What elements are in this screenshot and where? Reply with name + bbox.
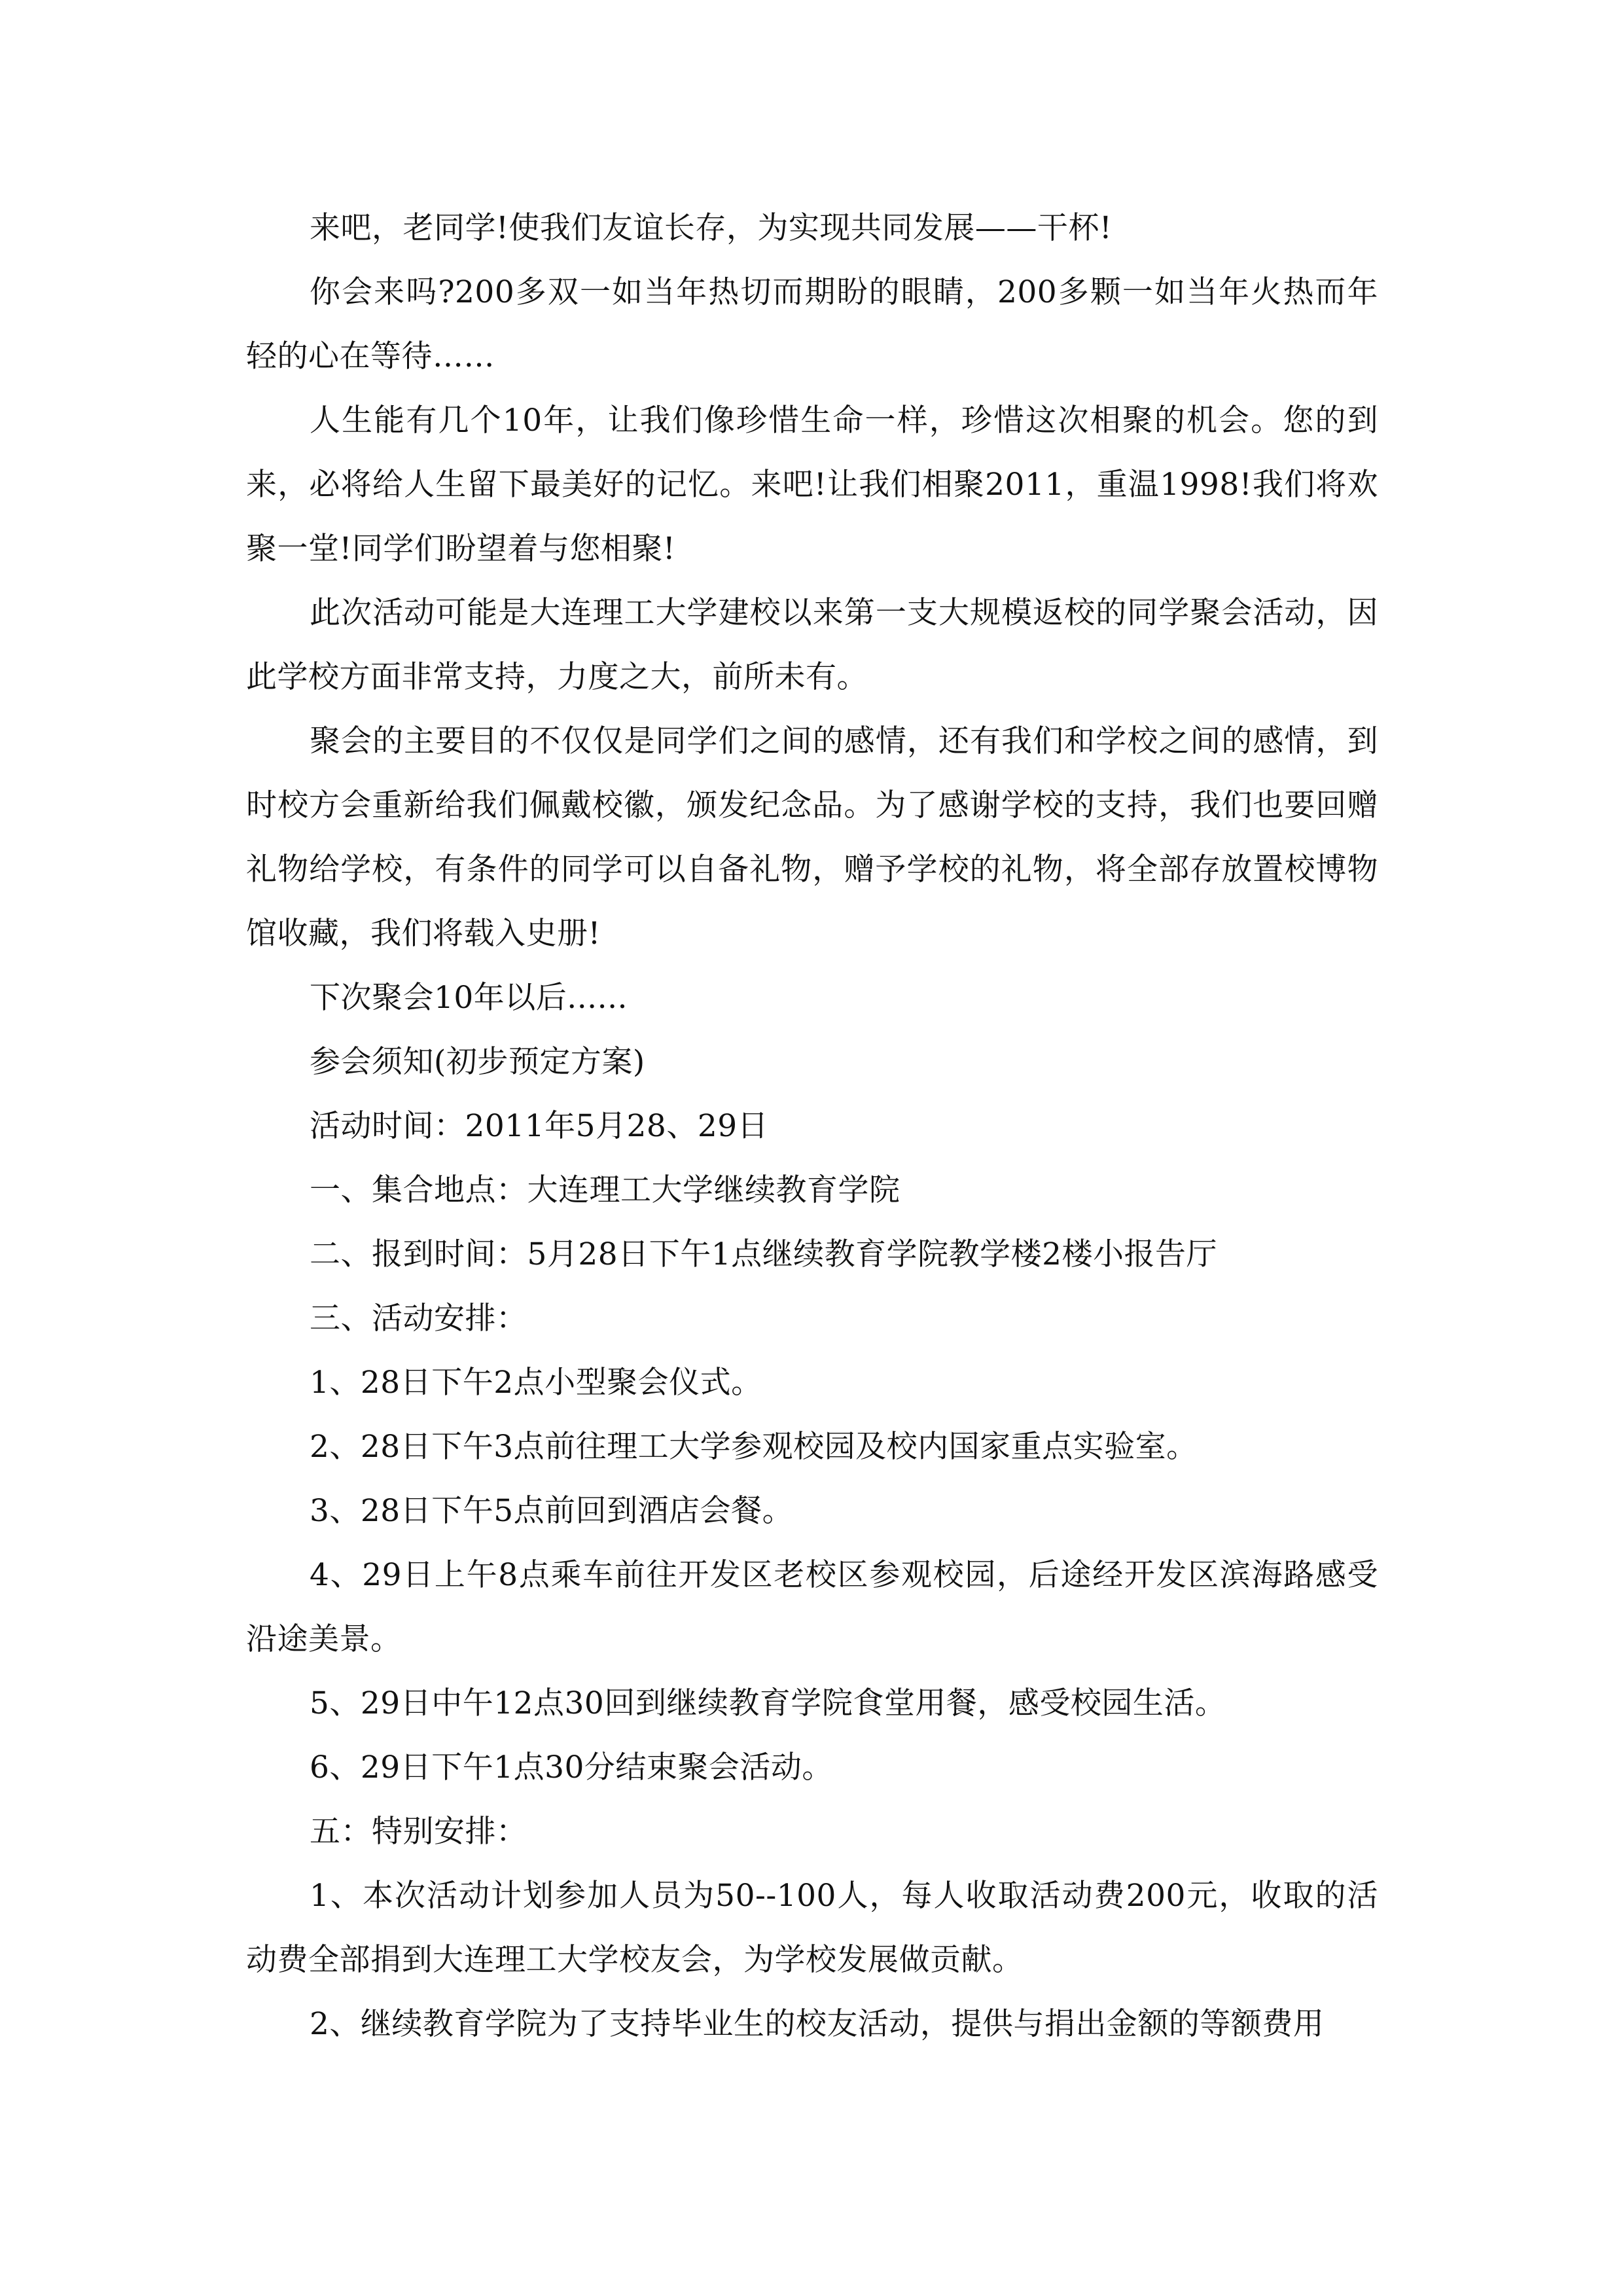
special-item-1: 1、本次活动计划参加人员为50--100人，每人收取活动费200元，收取的活动费全部捐到大连理工大学校友会，为学校发展做贡献。 bbox=[246, 1878, 1378, 1978]
paragraph-registration-time: 二、报到时间：5月28日下午1点继续教育学院教学楼2楼小报告厅 bbox=[310, 1236, 1218, 1272]
paragraph-meeting-place: 一、集合地点：大连理工大学继续教育学院 bbox=[310, 1172, 901, 1208]
paragraph-will-you-come: 你会来吗?200多双一如当年热切而期盼的眼睛，200多颗一如当年火热而年轻的心在等待…… bbox=[246, 274, 1378, 374]
paragraph-notice-heading: 参会须知(初步预定方案) bbox=[310, 1044, 645, 1080]
schedule-item-4: 4、29日上午8点乘车前往开发区老校区参观校园，后途经开发区滨海路感受沿途美景。 bbox=[246, 1557, 1378, 1657]
paragraph-school-support: 此次活动可能是大连理工大学建校以来第一支大规模返校的同学聚会活动，因此学校方面非常支持，力度之大，前所未有。 bbox=[246, 595, 1378, 695]
schedule-item-3: 3、28日下午5点前回到酒店会餐。 bbox=[310, 1493, 794, 1529]
paragraph-event-time: 活动时间：2011年5月28、29日 bbox=[310, 1108, 769, 1144]
paragraph-schedule-heading: 三、活动安排： bbox=[310, 1300, 527, 1336]
schedule-item-1: 1、28日下午2点小型聚会仪式。 bbox=[310, 1365, 762, 1401]
special-item-2: 2、继续教育学院为了支持毕业生的校友活动，提供与捐出金额的等额费用 bbox=[310, 2006, 1325, 2042]
paragraph-main-purpose: 聚会的主要目的不仅仅是同学们之间的感情，还有我们和学校之间的感情，到时校方会重新给我们佩戴校徽，颁发纪念品。为了感谢学校的支持，我们也要回赠礼物给学校，有条件的同学可以自备礼物，赠予学校的礼物，将全部存放置校博物馆收藏，我们将载入史册! bbox=[246, 723, 1378, 952]
schedule-item-2: 2、28日下午3点前往理工大学参观校园及校内国家重点实验室。 bbox=[310, 1429, 1198, 1465]
schedule-item-6: 6、29日下午1点30分结束聚会活动。 bbox=[310, 1749, 833, 1785]
paragraph-toast: 来吧，老同学!使我们友谊长存，为实现共同发展——干杯! bbox=[310, 210, 1113, 246]
paragraph-special-heading: 五：特别安排： bbox=[310, 1814, 527, 1850]
document-body bbox=[246, 196, 1378, 2056]
schedule-item-5: 5、29日中午12点30回到继续教育学院食堂用餐，感受校园生活。 bbox=[310, 1685, 1226, 1721]
paragraph-ten-years: 人生能有几个10年，让我们像珍惜生命一样，珍惜这次相聚的机会。您的到来，必将给人生留下最美好的记忆。来吧!让我们相聚2011，重温1998!我们将欢聚一堂!同学们盼望着与您相聚! bbox=[246, 403, 1378, 567]
paragraph-next-reunion: 下次聚会10年以后...... bbox=[310, 980, 628, 1016]
